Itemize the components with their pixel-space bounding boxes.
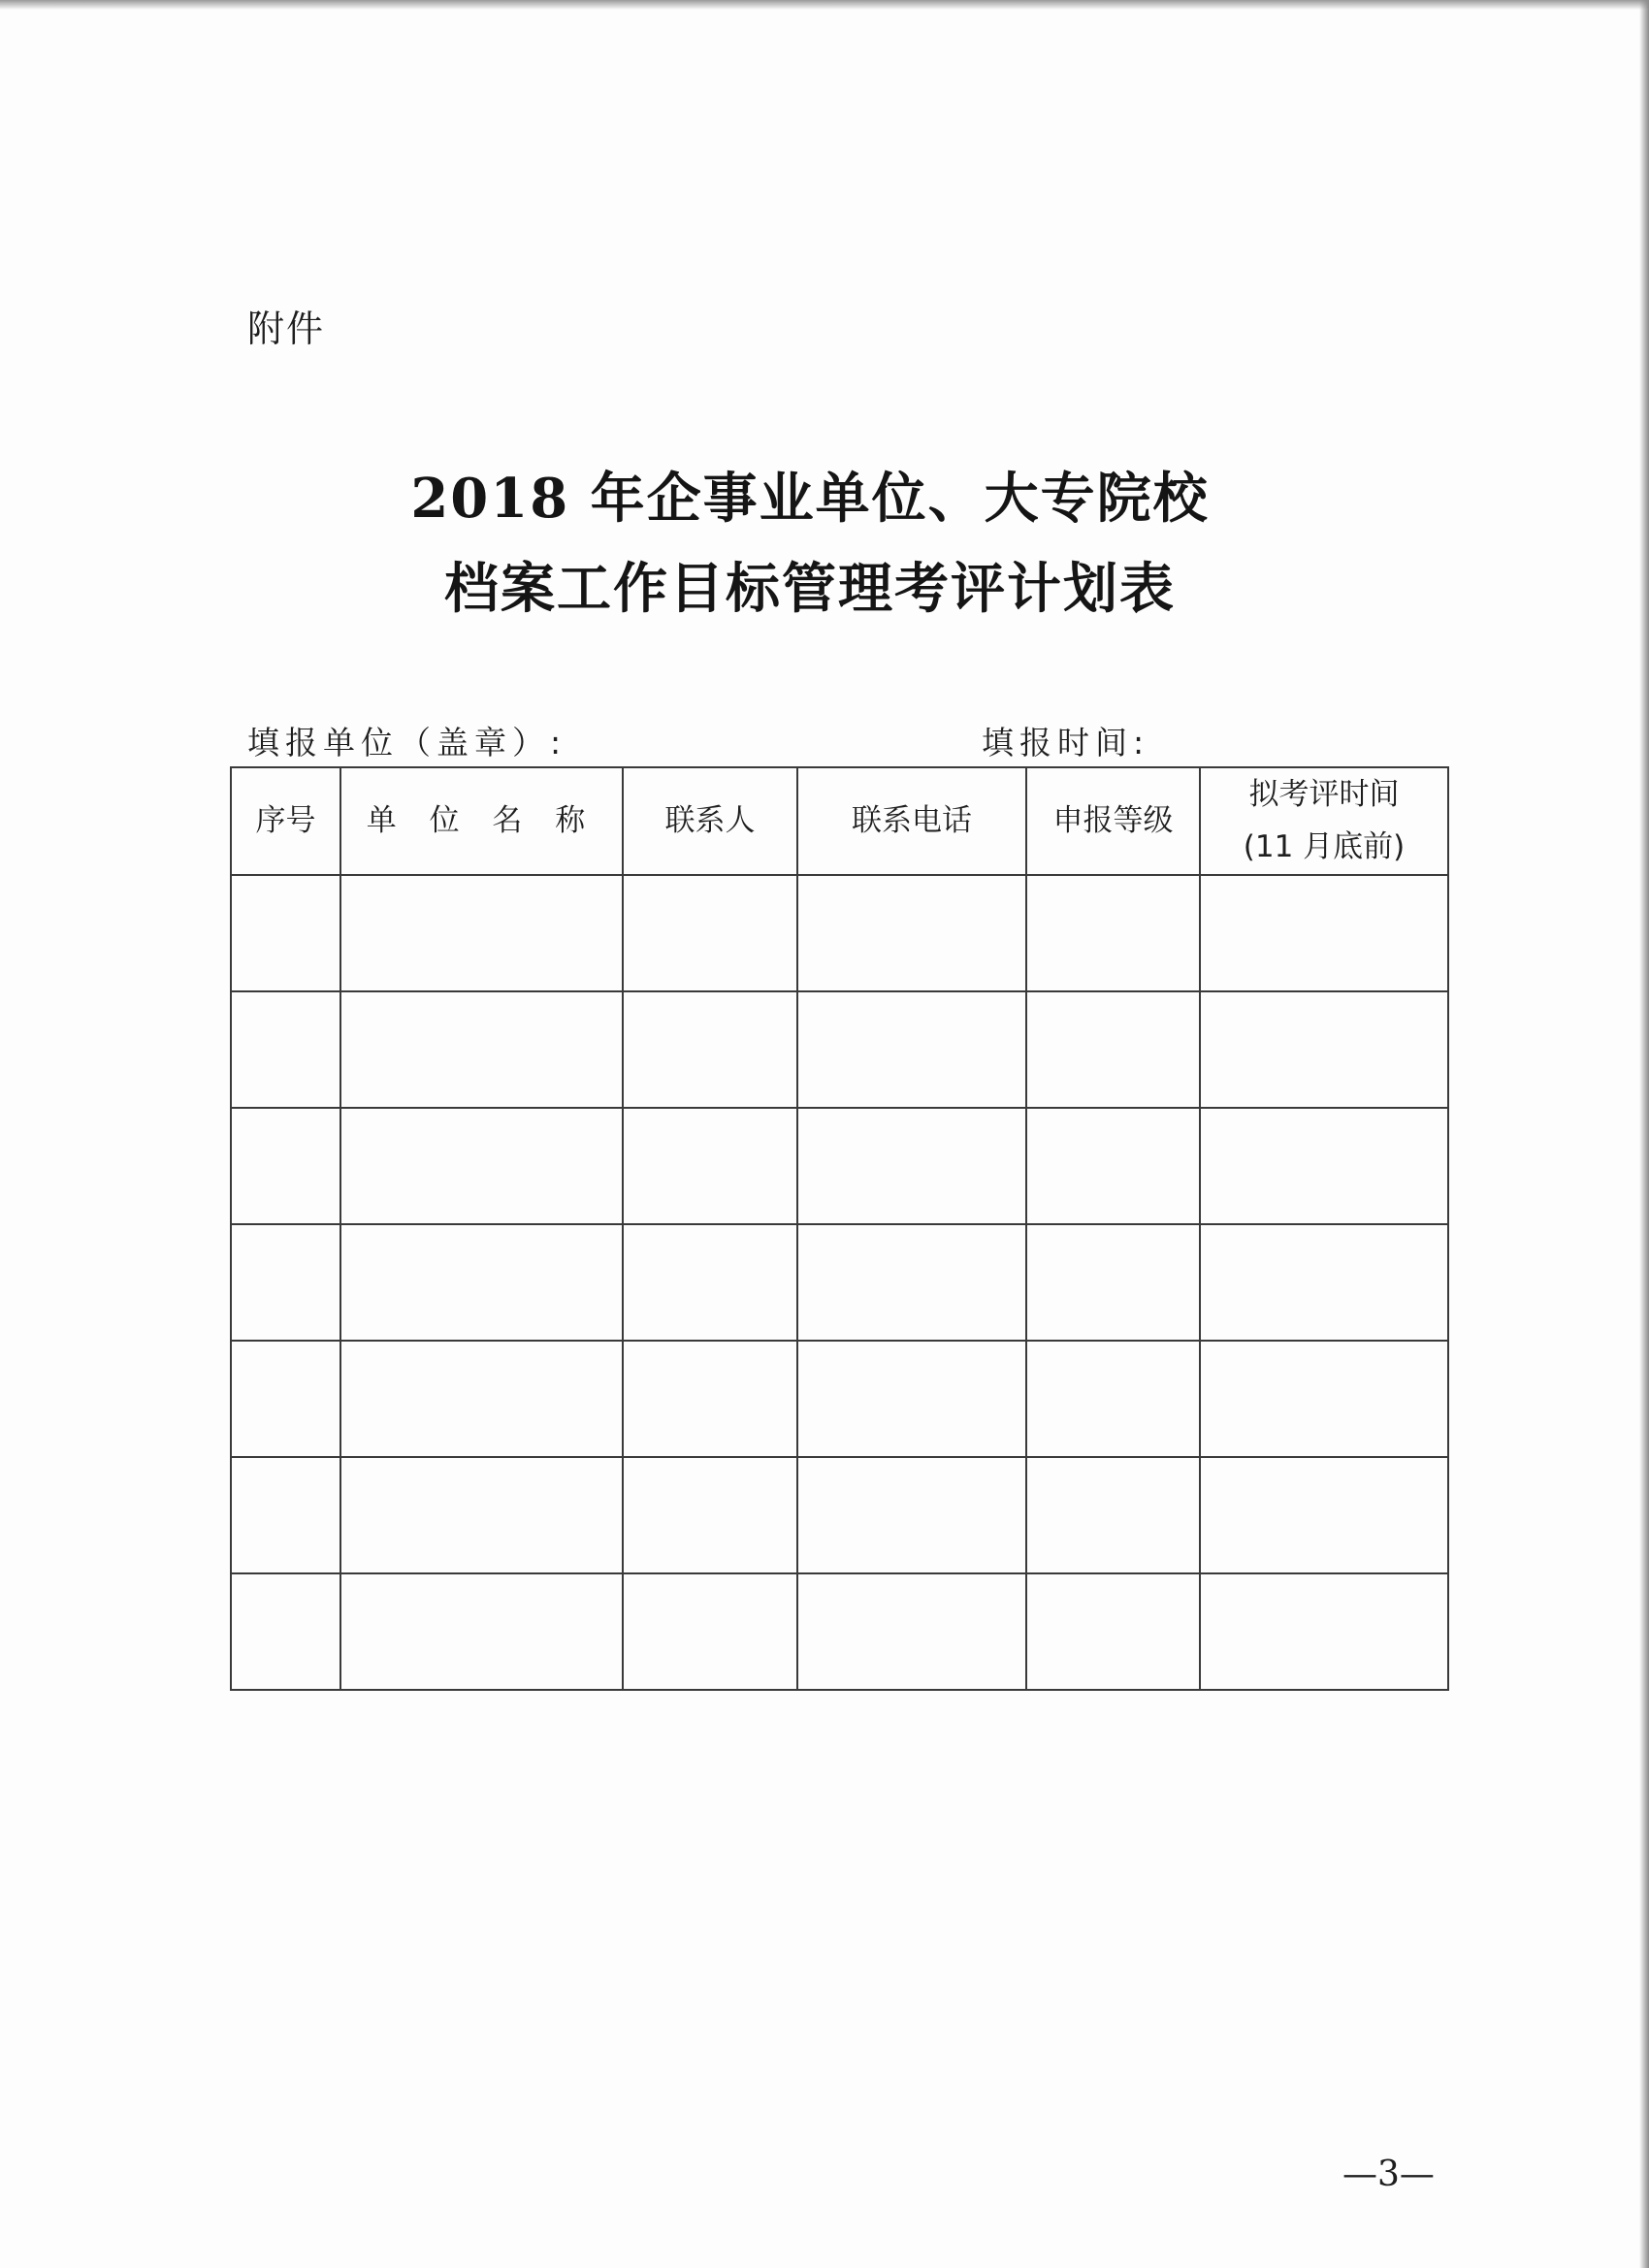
phone-cell[interactable]: [797, 1108, 1026, 1224]
plan-table: [230, 766, 1449, 1691]
table-row: [231, 875, 1448, 991]
header-eval-time-line1: 拟考评时间: [1248, 777, 1400, 812]
level-cell[interactable]: [1026, 1457, 1200, 1573]
table-row: [231, 1224, 1448, 1341]
level-cell[interactable]: [1026, 875, 1200, 991]
phone-cell[interactable]: [797, 1457, 1026, 1573]
contact-cell[interactable]: [623, 1224, 797, 1341]
unit-name-cell[interactable]: [340, 1108, 623, 1224]
phone-cell[interactable]: [797, 875, 1026, 991]
eval-time-cell[interactable]: [1200, 1224, 1448, 1341]
scan-edge-right: [1639, 0, 1649, 2268]
header-index: 序号: [231, 767, 340, 875]
contact-cell[interactable]: [623, 1341, 797, 1457]
table-row: [231, 1108, 1448, 1224]
level-cell[interactable]: [1026, 1224, 1200, 1341]
table-body: [231, 875, 1448, 1690]
table-row: [231, 1341, 1448, 1457]
contact-cell[interactable]: [623, 1573, 797, 1690]
contact-cell[interactable]: [623, 875, 797, 991]
level-cell[interactable]: [1026, 1341, 1200, 1457]
table-row: [231, 991, 1448, 1108]
phone-cell[interactable]: [797, 991, 1026, 1108]
document-title-line2: 档案工作目标管理考评计划表: [444, 557, 1176, 621]
header-contact: 联系人: [623, 767, 797, 875]
table-row: [231, 1457, 1448, 1573]
table-row: [231, 1573, 1448, 1690]
index-cell[interactable]: [231, 1341, 340, 1457]
level-cell[interactable]: [1026, 1573, 1200, 1690]
unit-name-cell[interactable]: [340, 1457, 623, 1573]
phone-cell[interactable]: [797, 1573, 1026, 1690]
unit-name-cell[interactable]: [340, 991, 623, 1108]
contact-cell[interactable]: [623, 991, 797, 1108]
level-cell[interactable]: [1026, 1108, 1200, 1224]
phone-cell[interactable]: [797, 1341, 1026, 1457]
eval-time-cell[interactable]: [1200, 991, 1448, 1108]
level-cell[interactable]: [1026, 991, 1200, 1108]
index-cell[interactable]: [231, 1224, 340, 1341]
fill-time-label: 填报时间:: [982, 724, 1150, 761]
unit-name-cell[interactable]: [340, 1224, 623, 1341]
eval-time-cell[interactable]: [1200, 1573, 1448, 1690]
page-number: —3—: [1342, 2155, 1435, 2194]
document-title-line1: 2018 年企事业单位、大专院校: [410, 467, 1210, 531]
index-cell[interactable]: [231, 991, 340, 1108]
fill-unit-label: 填报单位（盖章）:: [247, 724, 567, 761]
unit-name-cell[interactable]: [340, 875, 623, 991]
contact-cell[interactable]: [623, 1108, 797, 1224]
header-phone: 联系电话: [797, 767, 1026, 875]
header-eval-time-line2: (11 月底前): [1243, 829, 1406, 865]
table-header-row: [231, 767, 1448, 875]
eval-time-cell[interactable]: [1200, 1457, 1448, 1573]
header-level: 申报等级: [1026, 767, 1200, 875]
attachment-label: 附件: [247, 308, 326, 350]
eval-time-cell[interactable]: [1200, 1341, 1448, 1457]
phone-cell[interactable]: [797, 1224, 1026, 1341]
unit-name-cell[interactable]: [340, 1341, 623, 1457]
index-cell[interactable]: [231, 875, 340, 991]
header-unit-name: 单 位 名 称: [340, 767, 623, 875]
contact-cell[interactable]: [623, 1457, 797, 1573]
index-cell[interactable]: [231, 1457, 340, 1573]
index-cell[interactable]: [231, 1573, 340, 1690]
index-cell[interactable]: [231, 1108, 340, 1224]
eval-time-cell[interactable]: [1200, 875, 1448, 991]
header-eval-time: [1200, 767, 1448, 875]
unit-name-cell[interactable]: [340, 1573, 623, 1690]
eval-time-cell[interactable]: [1200, 1108, 1448, 1224]
scan-edge-top: [0, 0, 1649, 10]
